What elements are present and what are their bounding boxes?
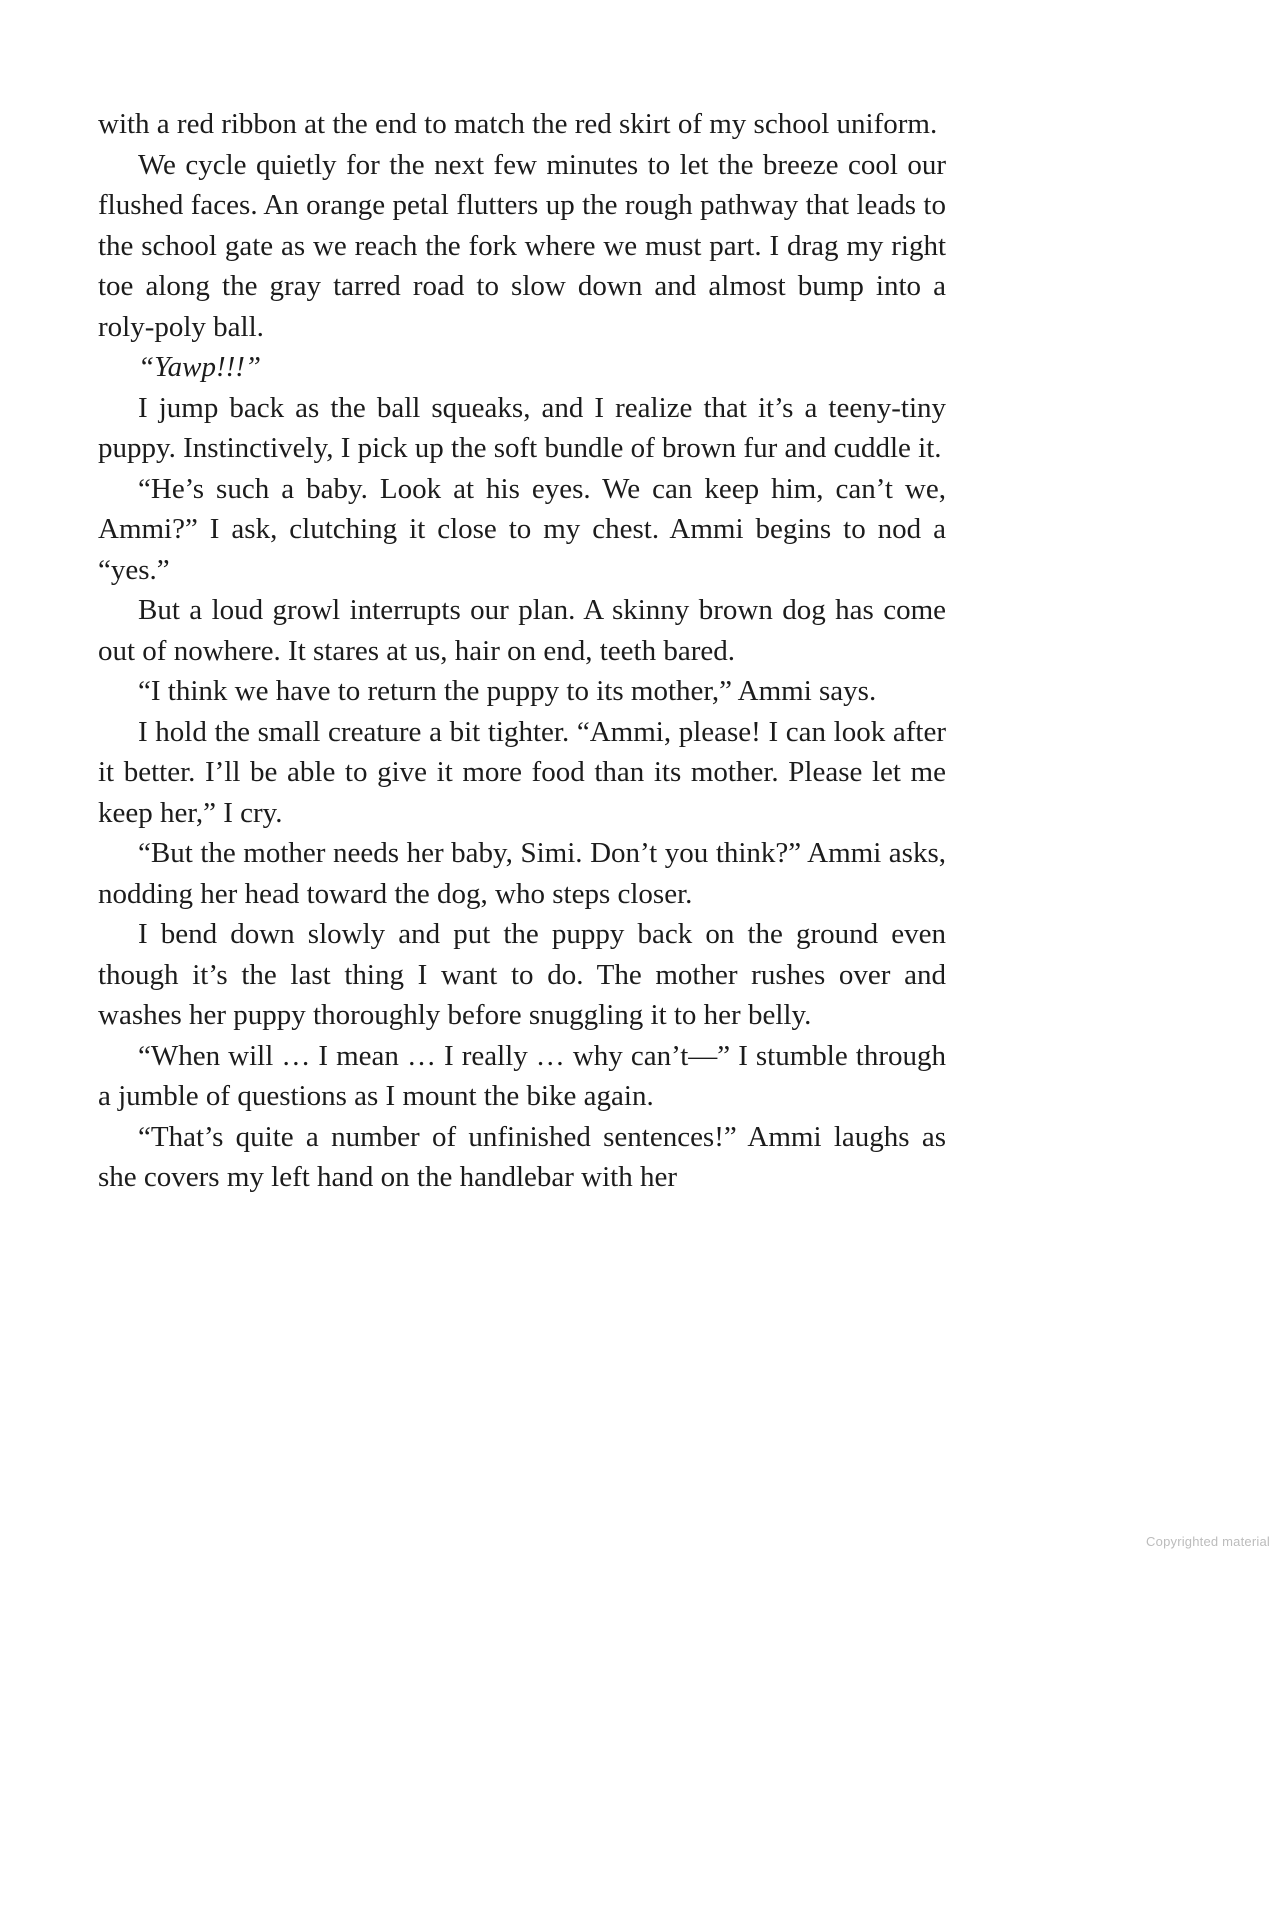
paragraph: But a loud growl interrupts our plan. A skinny brown dog has come out of nowhere. It stares at us, hair on end, teeth bared. [98,594,946,667]
paragraph: “I think we have to return the puppy to its mother,” Ammi says. [138,675,877,707]
paragraph: “But the mother needs her baby, Simi. Don’t you think?” Ammi asks, nodding her head toward the dog, who steps closer. [98,837,946,910]
paragraph: “That’s quite a number of unfinished sentences!” Ammi laughs as she covers my left hand on the handlebar with her [98,1120,946,1193]
paragraph: “He’s such a baby. Look at his eyes. We can keep him, can’t we, Ammi?” I ask, clutching it close to my chest. Ammi begins to nod a “yes.” [98,472,946,586]
paragraph: I hold the small creature a bit tighter. “Ammi, please! I can look after it better. I’ll be able to give it more food than its mother. Please let me keep her,” I cry. [98,715,946,829]
paragraph: I jump back as the ball squeaks, and I realize that it’s a teeny-tiny puppy. Instinctively, I pick up the soft bundle of brown fur and cuddle it. [98,391,946,464]
paragraph: “When will … I mean … I really … why can’t—” I stumble through a jumble of questions as I mount the bike again. [98,1039,946,1112]
copyright-watermark: Copyrighted material [1146,1534,1270,1549]
paragraph: with a red ribbon at the end to match the red skirt of my school uniform. [98,108,938,140]
page-text [98,104,946,1198]
paragraph: I bend down slowly and put the puppy back on the ground even though it’s the last thing I want to do. The mother rushes over and washes her puppy thoroughly before snuggling it to her belly. [98,918,946,1031]
paragraph: “Yawp!!!” [138,351,262,383]
paragraph: We cycle quietly for the next few minutes to let the breeze cool our flushed faces. An orange petal flutters up the rough pathway that leads to the school gate as we reach the fork where we must part. I drag my right toe along the gray tarred road to slow down and almost bump into a roly-poly ball. [98,148,946,343]
